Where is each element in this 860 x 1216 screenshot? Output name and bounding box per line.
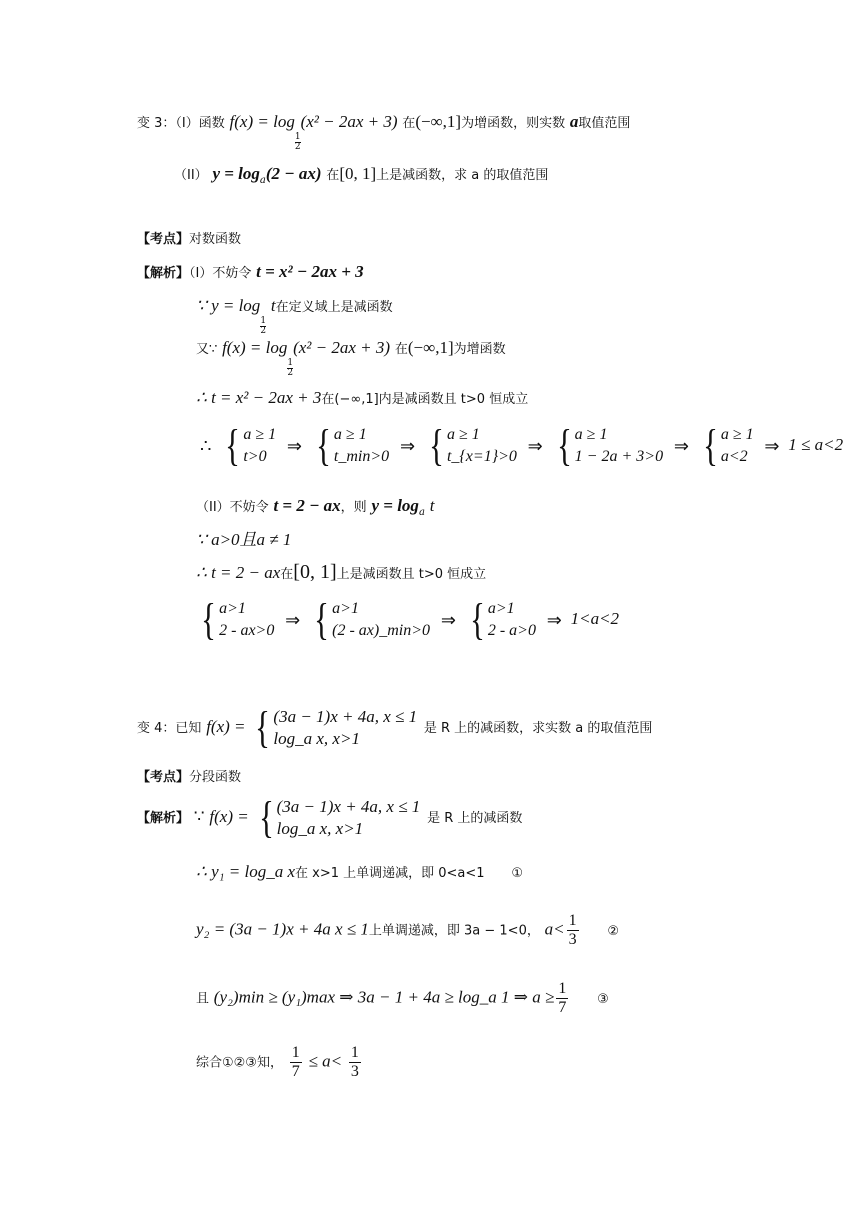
v3-func: f(x) = log <box>229 112 295 131</box>
fraction-1-7-b: $\frac{1}{7}$ <box>291 1044 300 1080</box>
system-2: { a ≥ 1 t_min>0 <box>315 421 390 470</box>
fraction-1-7: $\frac{1}{7}$ <box>558 980 567 1016</box>
v3-jiexi-line8: ∴ t = 2 − ax在[0, 1]上是减函数且 t>0 恒成立 <box>196 561 487 583</box>
system2-1: { a>1 2 - ax>0 <box>201 595 275 644</box>
system-3: { a ≥ 1 t_{x=1}>0 <box>428 421 517 470</box>
v3-jiexi-line3: 又∵ f(x) = log $\frac{1}{2}$ (x² − 2ax + 3) 在(−∞,1]为增函数 <box>196 338 506 378</box>
v4-piecewise: { (3a − 1)x + 4a, x ≤ 1 log_a x, x>1 <box>255 703 418 752</box>
system2-3: { a>1 2 - a>0 <box>469 595 536 644</box>
fraction-1-3: $\frac{1}{3}$ <box>568 912 577 948</box>
v3-jiexi-line1: 【解析】（I）不妨令 t = x² − 2ax + 3 <box>137 262 364 281</box>
system-1: { a ≥ 1 t>0 <box>225 421 277 470</box>
system2-2: { a>1 (2 - ax)_min>0 <box>314 595 431 644</box>
v4-question: 变 4：已知 f(x) = { (3a − 1)x + 4a, x ≤ 1 log_a x, x>1 是 R 上的减函数，求实数 a 的取值范围 <box>137 703 653 752</box>
v4-step-4: 综合①②③知， $\frac{1}{7}$ ≤ a< $\frac{1}{3}$ <box>196 1044 359 1080</box>
v4-step-2: y₂ = (3a − 1)x + 4a x ≤ 1上单调递减，即 3a − 1<0， a< $\frac{1}{3}$ ② <box>196 912 620 948</box>
v3-question-2: （II） $y = \log_a(2 - ax)$ 在[0, 1]上是减函数，求 a 的取值范围 <box>174 164 549 186</box>
v3-question-1: 变 3：（I）函数 f(x) = log $\frac{1}{2}$ (x² − 2ax + 3) 在(−∞,1]为增函数，则实数 a取值范围 <box>137 112 631 152</box>
system-4: { a ≥ 1 1 − 2a + 3>0 <box>556 421 664 470</box>
v3-jiexi-line7: ∵ a>0且a ≠ 1 <box>196 530 292 549</box>
v3-system-chain-2: { a>1 2 - ax>0 ⇒ { a>1 (2 - ax)_min>0 ⇒ { a>1 2 - a>0 ⇒ 1<a<2 <box>196 598 619 642</box>
v3-jiexi-line2: ∵ y = log $\frac{1}{2}$ t在定义域上是减函数 <box>196 296 393 336</box>
v3-jiexi-line6: （II）不妨令 t = 2 − ax，则 $y = \log_a t$ <box>196 496 435 518</box>
v4-step-3: 且 (y₂)min ≥ (y₁)max ⇒ 3a − 1 + 4a ≥ log_a 1 ⇒ a ≥ $\frac{1}{7}$ ③ <box>196 980 609 1016</box>
system-5: { a ≥ 1 a<2 <box>702 421 754 470</box>
v3-kaodian: 【考点】对数函数 <box>137 232 242 247</box>
v4-piecewise-2: { (3a − 1)x + 4a, x ≤ 1 log_a x, x>1 <box>258 793 421 842</box>
v3-jiexi-line4: ∴ t = x² − 2ax + 3在(−∞,1]内是减函数且 t>0 恒成立 <box>196 388 529 407</box>
v4-step-1: ∴ y₁ = log_a x在 x>1 上单调递减，即 0<a<1 ① <box>196 862 524 881</box>
v4-jiexi: 【解析】 ∵ f(x) = { (3a − 1)x + 4a, x ≤ 1 log_a x, x>1 是 R 上的减函数 <box>137 793 523 842</box>
v3-system-chain-1: ∴ { a ≥ 1 t>0 ⇒ { a ≥ 1 t_min>0 ⇒ { a ≥ 1 t_{x=1}>0 ⇒ { a ≥ 1 1 − 2a + 3>0 ⇒ { a ≥ 1 a<2 ⇒ 1 ≤ a<2 <box>200 421 844 470</box>
fraction-1-3-b: $\frac{1}{3}$ <box>350 1044 359 1080</box>
v4-kaodian: 【考点】分段函数 <box>137 770 242 785</box>
